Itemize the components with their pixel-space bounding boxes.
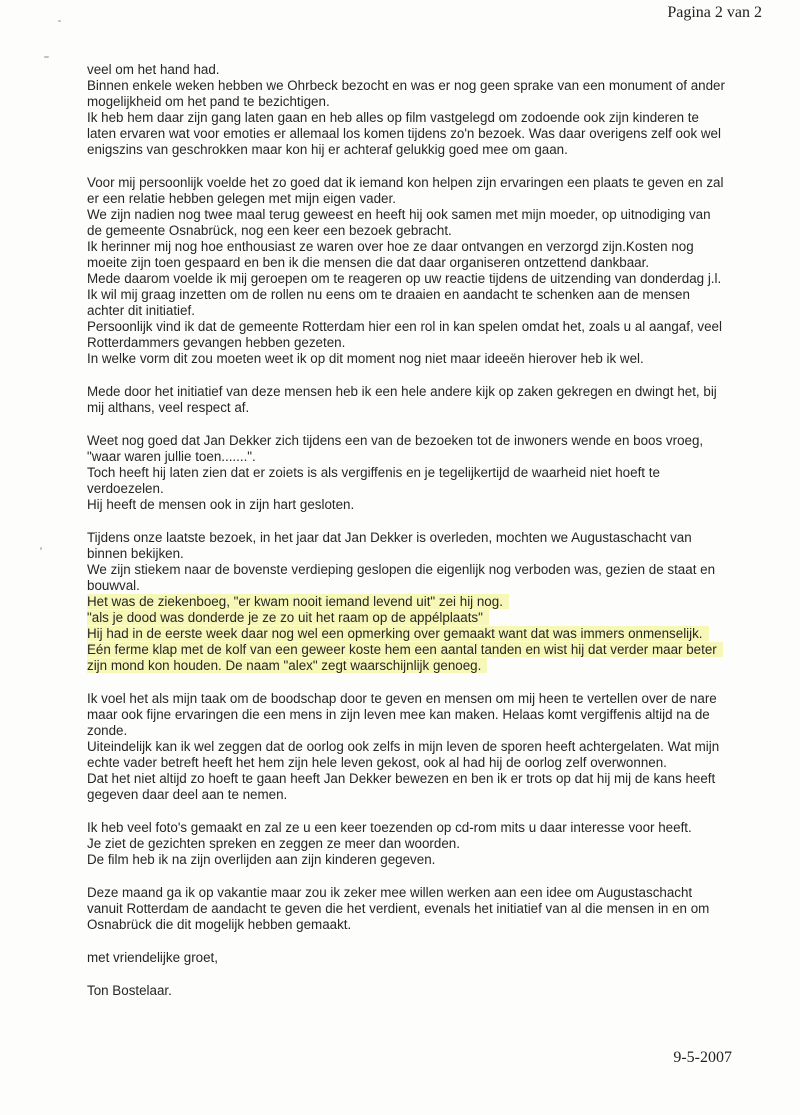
paragraph (87, 62, 747, 158)
highlighted-line (87, 610, 747, 626)
text-line: Hij heeft de mensen ook in zijn hart gesloten. (87, 497, 355, 512)
paragraph (87, 983, 747, 999)
highlighted-line (87, 642, 747, 658)
text-line: We zijn stiekem naar de bovenste verdieping geslopen die eigenlijk nog verboden was, gezien de staat en (87, 562, 716, 577)
text-line: mogelijkheid om het pand te bezichtigen. (87, 94, 330, 109)
text-line: Rotterdammers gevangen hebben gezeten. (87, 335, 346, 350)
paragraph (87, 433, 747, 513)
text-line: zonde. (87, 723, 128, 738)
text-line: binnen bekijken. (87, 546, 184, 561)
text-line: mij althans, veel respect af. (87, 400, 250, 415)
text-line: Tijdens onze laatste bezoek, in het jaar dat Jan Dekker is overleden, mochten we Augustaschacht van (87, 530, 692, 545)
text-line: Uiteindelijk kan ik wel zeggen dat de oorlog ook zelfs in mijn leven de sporen heeft achtergelaten. Wat mijn (87, 739, 720, 754)
paragraph (87, 530, 747, 674)
text-line: bouwval. (87, 578, 140, 593)
text-line: Ton Bostelaar. (87, 983, 172, 998)
highlight-mark: "als je dood was donderde je ze zo uit het raam op de appélplaats" (87, 610, 489, 625)
text-line: Osnabrück die dit mogelijk hebben gemaakt. (87, 917, 352, 932)
highlight-mark: Hij had in de eerste week daar nog wel een opmerking over gemaakt want dat was immers onmenselijk. (87, 626, 709, 641)
paragraph (87, 691, 747, 803)
text-line: met vriendelijke groet, (87, 950, 218, 965)
text-line: Toch heeft hij laten zien dat er zoiets is als vergiffenis en je tegelijkertijd de waarheid niet hoeft te (87, 465, 660, 480)
text-line: Weet nog goed dat Jan Dekker zich tijdens een van de bezoeken tot de inwoners wende en boos vroeg, (87, 433, 704, 448)
text-line: De film heb ik na zijn overlijden aan zijn kinderen gegeven. (87, 852, 436, 867)
text-line: laten ervaren wat voor emoties er allemaal los komen tijdens zo'n bezoek. Was daar overigens zelf ook wel (87, 126, 721, 141)
text-line: achter dit initiatief. (87, 303, 195, 318)
text-line: Ik heb hem daar zijn gang laten gaan en heb alles op film vastgelegd om zodoende ook zijn kinderen te (87, 110, 699, 125)
text-line: er een relatie hebben gelegen met mijn eigen vader. (87, 191, 396, 206)
text-line: Mede daarom voelde ik mij geroepen om te reageren op uw reactie tijdens de uitzending van donderdag j.l. (87, 271, 722, 286)
highlighted-line (87, 658, 747, 674)
paragraph (87, 885, 747, 933)
letter-date: 9-5-2007 (673, 1049, 732, 1066)
text-line: Persoonlijk vind ik dat de gemeente Rotterdam hier een rol in kan spelen omdat het, zoals u al aangaf, veel (87, 319, 722, 334)
text-line: Ik wil mij graag inzetten om de rollen nu eens om te draaien en aandacht te schenken aan de mensen (87, 287, 690, 302)
highlighted-line (87, 626, 747, 642)
text-line: maar ook fijne ervaringen die een mens in zijn leven mee kan maken. Helaas komt vergiffenis altijd na de (87, 707, 710, 722)
highlight-mark: Eén ferme klap met de kolf van een geweer koste hem een aantal tanden en wist hij dat verder maar beter (87, 642, 723, 657)
text-line: Ik herinner mij nog hoe enthousiast ze waren over hoe ze daar ontvangen en verzorgd zijn.Kosten nog (87, 239, 694, 254)
page-number: Pagina 2 van 2 (667, 4, 762, 21)
text-line: Binnen enkele weken hebben we Ohrbeck bezocht en was er nog geen sprake van een monument of ander (87, 78, 725, 93)
text-line: Ik heb veel foto's gemaakt en zal ze u een keer toezenden op cd-rom mits u daar interesse voor heeft. (87, 820, 692, 835)
text-line: veel om het hand had. (87, 62, 220, 77)
text-line: "waar waren jullie toen.......". (87, 449, 256, 464)
scan-speck (40, 547, 42, 550)
text-line: Mede door het initiatief van deze mensen heb ik een hele andere kijk op zaken gekregen en dwingt het, bij (87, 384, 717, 399)
paragraph (87, 820, 747, 868)
text-line: enigszins van geschrokken maar kon hij er achteraf gelukkig goed mee om gaan. (87, 142, 568, 157)
text-line: echte vader betreft heeft het hem zijn hele leven gekost, ook al had hij de oorlog zelf overwonnen. (87, 755, 667, 770)
text-line: gegeven daar deel aan te nemen. (87, 787, 288, 802)
text-line: Dat het niet altijd zo hoeft te gaan heeft Jan Dekker bewezen en ben ik er trots op dat hij mij de kans heeft (87, 771, 716, 786)
letter-body (87, 62, 747, 1016)
paragraph (87, 950, 747, 966)
text-line: moeite zijn toen gespaard en ben ik die mensen die dat daar organiseren ontzettend dankbaar. (87, 255, 650, 270)
text-line: Voor mij persoonlijk voelde het zo goed dat ik iemand kon helpen zijn ervaringen een plaats te geven en zal (87, 175, 724, 190)
text-line: de gemeente Osnabrück, nog een keer een bezoek gebracht. (87, 223, 452, 238)
scan-speck (58, 20, 61, 22)
highlighted-line (87, 594, 747, 610)
highlight-mark: Het was de ziekenboeg, "er kwam nooit iemand levend uit" zei hij nog. (87, 594, 509, 609)
highlight-mark: zijn mond kon houden. De naam "alex" zegt waarschijnlijk genoeg. (87, 658, 487, 673)
paragraph (87, 384, 747, 416)
text-line: vanuit Rotterdam de aandacht te geven die het verdient, evenals het initiatief van al die mensen in en om (87, 901, 710, 916)
scan-speck (44, 56, 49, 58)
text-line: We zijn nadien nog twee maal terug geweest en heeft hij ook samen met mijn moeder, op uitnodiging van (87, 207, 711, 222)
text-line: Ik voel het als mijn taak om de boodschap door te geven en mensen om mij heen te vertellen over de nare (87, 691, 717, 706)
text-line: Deze maand ga ik op vakantie maar zou ik zeker mee willen werken aan een idee om Augustaschacht (87, 885, 693, 900)
text-line: verdoezelen. (87, 481, 164, 496)
text-line: In welke vorm dit zou moeten weet ik op dit moment nog niet maar ideeën hierover heb ik wel. (87, 351, 644, 366)
paragraph (87, 175, 747, 367)
text-line: Je ziet de gezichten spreken en zeggen ze meer dan woorden. (87, 836, 460, 851)
